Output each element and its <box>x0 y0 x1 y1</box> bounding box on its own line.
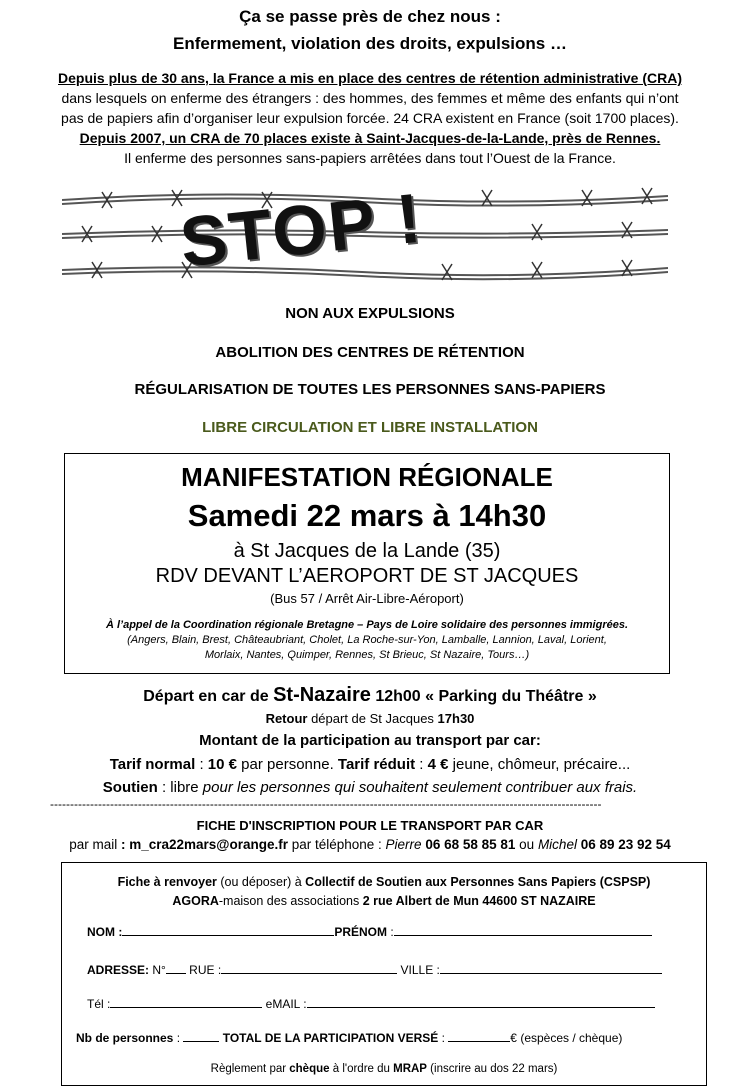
numero-field[interactable] <box>166 961 186 974</box>
tarif-normal-label: Tarif normal <box>109 756 196 773</box>
depart-city: St-Nazaire <box>273 684 371 706</box>
email-field[interactable] <box>307 995 655 1008</box>
nb-label: Nb de personnes <box>76 1031 174 1045</box>
tel-label: Tél : <box>87 997 111 1011</box>
total-field[interactable] <box>448 1029 510 1042</box>
ville-label: VILLE : <box>397 963 440 977</box>
form-row-name <box>87 923 652 939</box>
tarif-line <box>0 756 740 773</box>
contact-phone-label: par téléphone : <box>287 837 386 852</box>
ville-field[interactable] <box>440 961 662 974</box>
soutien-line <box>0 779 740 796</box>
reglement-cheque: chèque <box>289 1063 330 1075</box>
form-send-line <box>62 875 706 889</box>
contact-mail[interactable]: : m_cra22mars@orange.fr <box>120 837 288 852</box>
registration-form <box>61 862 707 1086</box>
demand-4: LIBRE CIRCULATION ET LIBRE INSTALLATION <box>202 419 538 436</box>
header-line-2: Enfermement, violation des droits, expulsions … <box>173 34 567 53</box>
reglement-mid: à l'ordre du <box>329 1063 394 1075</box>
montant-line: Montant de la participation au transport par car: <box>199 732 541 749</box>
currency-label: € <box>510 1031 517 1045</box>
intro-underlined-1: Depuis plus de 30 ans, la France a mis en place des centres de rétention administrative (CRA) <box>58 70 682 86</box>
depart-prefix: Départ en car de <box>143 688 274 705</box>
nb-field[interactable] <box>183 1029 219 1042</box>
header-line-1: Ça se passe près de chez nous : <box>239 7 501 26</box>
reglement-prefix: Règlement par <box>210 1063 290 1075</box>
soutien-label: Soutien <box>102 779 158 796</box>
inscription-title: FICHE D'INSCRIPTION POUR LE TRANSPORT PAR CAR <box>196 818 544 833</box>
intro-underlined-2: Depuis 2007, un CRA de 70 places existe à Saint-Jacques-de-la-Lande, près de Rennes. <box>79 130 661 146</box>
rue-label: RUE : <box>185 963 222 977</box>
intro <box>0 68 740 168</box>
tarif-normal-sep: : <box>195 756 208 773</box>
tarif-reduit-sep: : <box>415 756 428 773</box>
nb-sep: : <box>173 1031 184 1045</box>
contact-prefix: par mail <box>69 837 121 852</box>
tarif-normal-text: par personne. <box>237 756 338 773</box>
depart-line <box>0 684 740 707</box>
tarif-reduit-price: 4 € <box>427 756 449 773</box>
soutien-text: : libre <box>157 779 203 796</box>
form-agora: AGORA <box>172 894 219 908</box>
total-sep: : <box>438 1031 449 1045</box>
tarif-normal-price: 10 € <box>207 756 237 773</box>
stop-text: STOP ! <box>176 178 427 282</box>
adresse-label: ADRESSE: <box>87 963 150 977</box>
event-bus: (Bus 57 / Arrêt Air-Libre-Aéroport) <box>270 591 464 606</box>
event-title: MANIFESTATION RÉGIONALE <box>181 462 553 492</box>
retour-text: départ de St Jacques <box>307 711 438 726</box>
event-rdv: RDV DEVANT L’AEROPORT DE ST JACQUES <box>155 565 579 587</box>
prenom-field[interactable] <box>394 923 652 936</box>
payment-label: (espèces / chèque) <box>516 1031 623 1045</box>
event-place: à St Jacques de la Lande (35) <box>233 540 501 562</box>
demand-2: ABOLITION DES CENTRES DE RÉTENTION <box>215 344 525 361</box>
depart-suffix: 12h00 « Parking du Théâtre » <box>370 688 597 705</box>
tarif-reduit-text: jeune, chômeur, précaire... <box>448 756 631 773</box>
reglement-mrap: MRAP <box>393 1063 427 1075</box>
event-cities-2: Morlaix, Nantes, Quimper, Rennes, St Brieuc, St Nazaire, Tours…) <box>204 649 530 661</box>
demand-1: NON AUX EXPULSIONS <box>285 305 455 322</box>
contact-ou: ou <box>515 837 538 852</box>
form-row-address <box>87 961 662 977</box>
demand-3: RÉGULARISATION DE TOUTES LES PERSONNES SANS-PAPIERS <box>134 381 606 398</box>
form-row-total <box>76 1029 622 1045</box>
form-send-text: (ou déposer) à <box>216 875 306 889</box>
form-agora-text: -maison des associations <box>218 894 363 908</box>
intro-line-3: pas de papiers afin d’organiser leur expulsion forcée. 24 CRA existent en France (soit 1700 places). <box>61 110 679 126</box>
total-label: TOTAL DE LA PARTICIPATION VERSÉ <box>219 1031 439 1045</box>
email-label: eMAIL : <box>262 997 307 1011</box>
retour-line <box>0 711 740 726</box>
contact-michel-number: 06 89 23 92 54 <box>576 837 671 852</box>
contact-pierre: Pierre <box>385 837 422 852</box>
reglement-line <box>62 1063 706 1075</box>
form-collectif: Collectif de Soutien aux Personnes Sans Papiers (CSPSP) <box>305 875 651 889</box>
nom-label: NOM : <box>87 925 123 939</box>
event-cities-1: (Angers, Blain, Brest, Châteaubriant, Cholet, La Roche-sur-Yon, Lamballe, Lannion, Laval, Lorient, <box>127 634 607 646</box>
reglement-suffix: (inscrire au dos 22 mars) <box>426 1063 558 1075</box>
numero-label: N° <box>149 963 166 977</box>
rue-field[interactable] <box>221 961 397 974</box>
event-date: Samedi 22 mars à 14h30 <box>187 498 547 533</box>
retour-time: 17h30 <box>437 711 475 726</box>
event-box <box>64 453 670 674</box>
intro-line-2: dans lesquels on enferme des étrangers : des hommes, des femmes et même des enfants qui n’ont <box>61 90 679 106</box>
nom-field[interactable] <box>122 923 334 936</box>
contact-line <box>0 837 740 852</box>
soutien-italic: pour les personnes qui souhaitent seulement contribuer aux frais. <box>202 779 638 796</box>
prenom-sep: : <box>387 925 394 939</box>
tarif-reduit-label: Tarif réduit <box>337 756 416 773</box>
contact-michel: Michel <box>537 837 577 852</box>
form-address: 2 rue Albert de Mun 44600 ST NAZAIRE <box>362 894 596 908</box>
form-address-line <box>62 894 706 908</box>
form-row-contact <box>87 995 655 1011</box>
stop-banner <box>62 178 668 282</box>
event-appeal: À l’appel de la Coordination régionale Bretagne – Pays de Loire solidaire des personnes immigrées. <box>105 619 629 631</box>
retour-label: Retour <box>265 711 308 726</box>
tel-field[interactable] <box>110 995 262 1008</box>
prenom-label: PRÉNOM <box>334 925 387 939</box>
form-send-label: Fiche à renvoyer <box>117 875 217 889</box>
intro-line-5: Il enferme des personnes sans-papiers arrêtées dans tout l’Ouest de la France. <box>124 150 616 166</box>
separator: ------------------------------------------------------------------------------------------------------------------------------------------ <box>50 797 602 811</box>
contact-pierre-number: 06 68 58 85 81 <box>421 837 516 852</box>
